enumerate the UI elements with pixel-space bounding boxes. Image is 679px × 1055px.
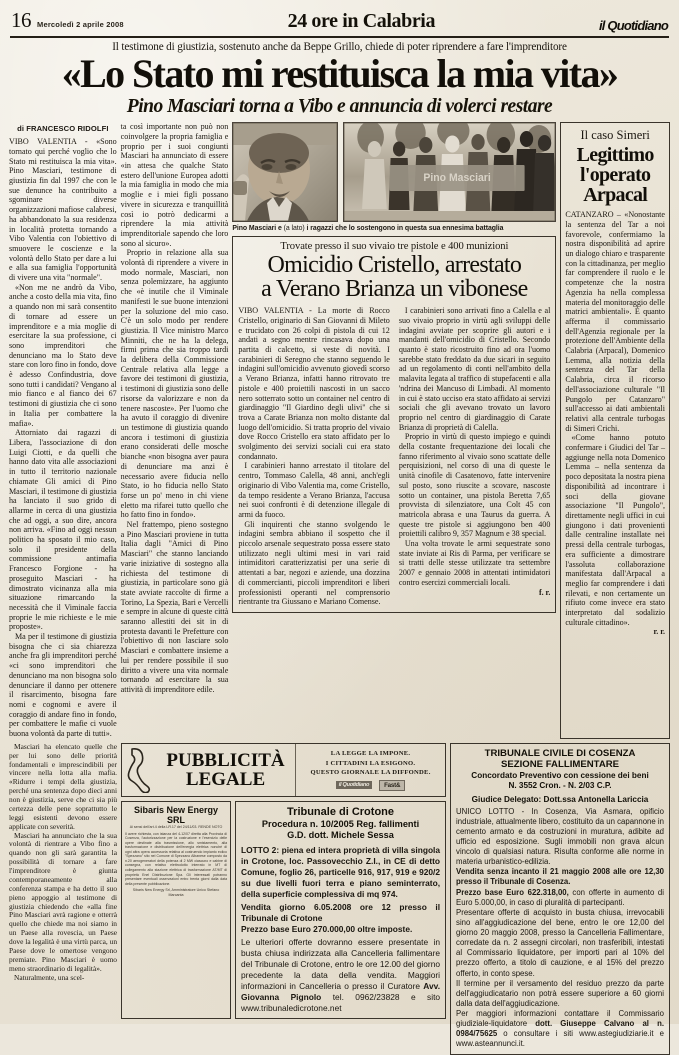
masthead-date: Mercoledì 2 aprile 2008 bbox=[37, 20, 124, 29]
paragraph: Proprio in virtù di questo impiego e quindi della costante frequentazione dei locali che fanno riferimento al vivaio sono scattate delle perquisizioni, nel corso di una di queste le unità cinofile di Casatenovo, fatte intervenire sul posto, sono riuscite a scovare, nascoste sotto un container, una pistola Beretta 7,65 provvista di silenziatore, una Colt 45 con matricola abrasa e una Taurus da guerra. A queste tre pistole si aggiungono ben 400 proiettili calibro 9, 357 Magnum e 38 special. bbox=[398, 432, 551, 539]
crotone-offer-terms bbox=[241, 937, 440, 1013]
lead-column-2 bbox=[121, 122, 229, 739]
masthead-rule bbox=[10, 36, 669, 38]
lead-col3-text bbox=[121, 122, 229, 694]
crotone-curator: Avv. Giovanna Pignolo bbox=[241, 980, 441, 1002]
center-column bbox=[232, 122, 556, 739]
article2-body bbox=[238, 306, 550, 607]
cosenza-contact-pre: Per maggiori informazioni contattare il Commissario giudiziale-liquidatore bbox=[456, 1009, 664, 1029]
bottom-ads-row bbox=[9, 743, 670, 1055]
cosenza-court-line3: Concordato Preventivo con cessione dei beni bbox=[471, 770, 649, 780]
portrait-illustration bbox=[233, 123, 337, 221]
slogan-line3: QUESTO GIORNALE LA DIFFONDE. bbox=[310, 769, 431, 777]
pubblicita-legale-title bbox=[156, 744, 295, 796]
cosenza-sale-date: Vendita senza incanto il 21 maggio 2008 alle ore 12,30 presso il Tribunale di Cosenza. bbox=[456, 867, 664, 887]
paragraph: VIBO VALENTIA - La morte di Rocco Cristello, originario di San Giovanni di Mileto e trucidato con 26 colpi di pistola di cui 12 andati a segno mentre rincasava dopo una partita di calcetto, si veste di novità. I carabinieri di Seregno che stanno seguendo le indagini sull'omicidio avvenuto giovedì scorso a Verano Brianza, infatti hanno ritrovato tre pistole e 400 proiettili nascosti in un sacco nero sotterrato sotto un container nel centro di giardinaggio "Il Giardino degli ulivi" che si trova a Carate Brianza non molto distante dal luogo dell'omicidio. Si tratta proprio del vivaio dove Rocco Cristello era stato affidato per lo svolgimento dei servizi sociali cui era stato condannato. bbox=[238, 306, 390, 461]
caption-part-1: Pino Masciari e bbox=[232, 225, 282, 233]
sibaris-title: Sibaris New Energy SRL bbox=[133, 804, 219, 825]
paragraph: Ma per il testimone di giustizia bisogna che ci sia chiarezza anche fra gli imprenditori perché «ci sono imprenditori che denunciano ma non bisogna solo denunciare il danno per ottenere il risarcimento, bisogna fare nomi e cognomi e avere il coraggio di andare fino in fondo, per combattere le mafie ci vuole buona volontà da parte di tutti». bbox=[9, 632, 117, 739]
banner-title-line1: PUBBLICITÀ bbox=[166, 749, 285, 771]
newspaper-logo: il Quotidiano bbox=[598, 18, 668, 33]
cosenza-court-line4: N. 3552 Cron. - N. 2/03 C.P. bbox=[508, 781, 612, 791]
quotidiano-mini-logo: il Quotidiano bbox=[336, 781, 372, 789]
caption-part-2: (a lato) bbox=[281, 225, 307, 233]
banner-text: Pino Masciari bbox=[423, 171, 492, 185]
lead-col1-text bbox=[9, 137, 117, 739]
banner-logos bbox=[336, 780, 405, 791]
sibaris-body: Il avere richiesta, con istanza del 4-12/07 diretta alla Provincia di Cosenza, l'autorizzazione per la costruzione e l'esercizio delle opere destinate alla trasmissione, allo smistamento, alla trasformazione e distribuzione dell'energia elettrica nonché di ogni altra opera accessoria relativa al costruendo impianto eolico "Spezzano" sito nel Comune di Spezzano Albanese composto da n.20 aerogeneratori della potenza di 2 MW ciascuno e cabine di consegna, con relativo elettrodotto interrato in MT di collegamento alla stazione elettrica di trasformazione AT/MT di proprietà Enel Distribuzione Spa. Gli interessati potranno presentare eventuali osservazioni entro trenta giorni dalla data della presente pubblicazione. bbox=[125, 831, 228, 886]
crotone-gd: G.D. dott. Michele Sessa bbox=[287, 829, 394, 840]
sidebar-kicker: Il caso Simeri bbox=[580, 128, 650, 143]
sidebar-column bbox=[560, 122, 670, 739]
paragraph: I carabinieri hanno arrestato il titolare del centro, Tommaso Calella, 48 anni, anch'egli originario di Vibo Valentia ma, come Cristello, da tempo residente a Verano Brianza, l'accusa nei suoi confronti è di detenzione illegale di armi da fuoco. bbox=[238, 461, 390, 519]
article2-box bbox=[232, 236, 556, 613]
crotone-terms-text: Le ulteriori offerte dovranno essere presentate in busta chiusa indirizzata alla Cancelleria fallimentare del Tribunale di Crotone, entro le ore 12.00 del giorno precedente la data della vendita. Maggiori informazioni in Cancelleria o presso il Curatore bbox=[241, 937, 441, 991]
paragraph: «Come hanno potuto confermare i Giudici del Tar – aggiunge nella nota Domenico Lemma – nella sentenza da poco depositata la nostra piena disponibilità ad incontrare i soci della giovane associazione "Il Pungolo", direttamente negli uffici in cui giungono i dati provenienti dalle centraline installate nei pressi della centrale turbogas, era sufficiente a dimostrare l'assoluta collaborazione manifestata dall'Arpacal a meglio far comprendere i dati rilevati, e non certamente un rifiuto come invece era stato interpretato dal sodalizio culturale cittadino». bbox=[565, 433, 665, 627]
sibaris-subtitle: Ai sensi dell'art.4 della LR.17 del 24/11/03. RENDE NOTO bbox=[129, 824, 223, 829]
slogan-line1: LA LEGGE LA IMPONE. bbox=[330, 749, 411, 757]
crotone-base-price: Prezzo base Euro 270.000,00 oltre imposte. bbox=[241, 924, 413, 935]
crotone-sale-date: Vendita giorno 6.05.2008 ore 12 presso il Tribunale di Crotone bbox=[241, 902, 441, 924]
page-folio-number: 16 bbox=[11, 8, 31, 32]
paragraph: Attorniato dai ragazzi di Libera, l'associazione di don Luigi Ciotti, e da quelli che hanno dato vita alle associazioni in tutto il territorio nazionale chiamate Gli amici di Pino Masciari, il testimone di giustizia ha lanciato il suo grido di allarme in cerca di una giustizia che ad oggi, a suo dire, ancora non arriva. «Fino ad oggi nessun politico ha sposato il mio caso, solo il presidente della commissione antimafia Francesco Forgione - ha proseguito Masciari - ha dimostrato vicinanza alla mia situazione rimarcando la necessità che il Viminale faccia proprie le mie richieste e le mie proposte». bbox=[9, 428, 117, 632]
paragraph: VIBO VALENTIA - «Sono tornato qui perché voglio che lo Stato mi restituisca la mia vita». Pino Masciari, testimone di giustizia fin dal 1997 che con le sue denunce ha contribuito a sgominare diverse organizzazioni mafiose calabresi, ha abbandonato la sua residenza in località protetta tornando a Vibo Valentia con l'obiettivo di smuovere le coscienze e la volontà dello Stato per dare a lui e alla sua famiglia l'opportunità di vivere una vita "normale". bbox=[9, 137, 117, 283]
ad-tribunale-crotone bbox=[235, 801, 446, 1019]
pubblicita-legale-banner bbox=[121, 743, 446, 797]
paragraph: Masciari ha elencato quelle che per lui sono delle priorità fondamentali e imprescindibili per vincere nella lotta alla mafia. «Ridurre i tempi della giustizia, perché una sentenza dopo dieci anni non è giustizia, serve che ci sia più certezza delle pene soprattutto le leggi esistenti devono essere applicate con severità. bbox=[9, 741, 118, 831]
crotone-lot-text: LOTTO 2: piena ed intera proprietà di villa singola in Crotone, loc. Passovecchio Z.I., in CE di detto Comune, foglio 26, particelle 916, 917, 919 e 920/2 su due livelli fuori terra e piano seminterrato, della superficie complessiva di mq 974. bbox=[241, 844, 441, 899]
legal-ads-center bbox=[121, 743, 446, 1055]
main-content-grid bbox=[9, 122, 670, 739]
photo-pino-masciari-portrait bbox=[232, 122, 338, 222]
photo-caption bbox=[232, 225, 556, 232]
lead-kicker: Il testimone di giustizia, sostenuto anche da Beppe Grillo, chiede di poter riprendere a fare l'imprenditore bbox=[112, 41, 567, 53]
lead-column-continuation bbox=[9, 743, 117, 1055]
paragraph: CATANZARO – «Nonostante la sentenza del Tar a noi favorevole, confermiamo la nostra disponibilità ad aprire un dialogo chiaro e trasparente con la cittadinanza, per meglio far comprendere il ruolo e le competenze che la nostra Agenzia ha nella complessa materia del monitoraggio delle matrici ambientali». È quanto afferma il commissario dell'Agenzia regionale per la protezione dell'Ambiente della Calabria (Arpacal), Domenico Lemma, alla notizia della sentenza del Tar della Calabria, circa il ricorso dell'associazione culturale "Il Pungolo per Catanzaro" sull'accesso ai dati ambientali relativi alla centrale turbogas di Simeri Crichi. bbox=[565, 210, 665, 433]
section-title: 24 ore in Calabria bbox=[287, 10, 436, 32]
ad-sibaris bbox=[121, 801, 231, 1019]
calabria-map-icon bbox=[122, 744, 156, 796]
sidebar-headline-line3: Arpacal bbox=[583, 184, 648, 207]
ad-tribunale-cosenza bbox=[450, 743, 670, 1055]
paragraph: I carabinieri sono arrivati fino a Calella e al suo vivaio proprio in virtù agli sviluppi delle indagini avviate per scoprire gli autori e i mandanti dell'omicidio di Cristello. Secondo quanto è stato ricostruito fino ad ora l'uomo sarebbe stato freddato da due sicari in seguito ad un regolamento di conti nell'ambito della malavita legata al traffico di stupefacenti e alla 'ndrina dei Mancuso di Limbadi. Al momento in cui è stato ucciso era stato affidato ai servizi sociali che gli avevano trovato un lavoro proprio nel centro di giardinaggio di Carate Brianza di proprietà di Calella. bbox=[398, 306, 551, 432]
sibaris-sign: Sibaris New Energy Srl, Amministratore Unico Stefano Marcanta bbox=[132, 888, 220, 898]
cosenza-court-line1: TRIBUNALE CIVILE DI COSENZA bbox=[484, 747, 636, 759]
sidebar-body bbox=[565, 210, 665, 637]
cosenza-judge: Giudice Delegato: Dott.ssa Antonella Lariccia bbox=[471, 795, 649, 805]
lead-subhead: Pino Masciari torna a Vibo e annuncia di volerci restare bbox=[126, 96, 553, 118]
cosenza-price-line bbox=[456, 888, 664, 908]
crotone-procedure: Procedura n. 10/2005 Reg. fallimenti bbox=[261, 818, 420, 829]
slogan-line2: I CITTADINI LA ESIGONO. bbox=[325, 759, 416, 767]
cosenza-box bbox=[450, 743, 670, 1055]
fast-mini-logo: Fast& bbox=[379, 780, 405, 791]
cosenza-base-price: Prezzo base Euro 622.318,00, bbox=[456, 887, 569, 897]
article2-headline-line1: Omicidio Cristello, arrestato bbox=[267, 252, 522, 279]
group-photo-illustration bbox=[344, 123, 555, 221]
cosenza-payment-terms: Il termine per il versamento del residuo prezzo da parte dell'aggiudicatario non potrà essere superiore a 60 giorni dalla data dell'aggiudicazione. bbox=[456, 978, 664, 1008]
paragraph: Gli inquirenti che stanno svolgendo le indagini sembra abbiano il sospetto che il piccolo arsenale sequestrato possa essere stato utilizzato negli ultimi mesi in vari raid intimiditori caratterizzatisi per una serie di attentati a bar, negozi e aziende, una dozzina di commercianti, piccoli imprenditori e liberi professionisti operanti nel comprensorio rientrante tra Giussano e Mariano Comense. bbox=[238, 519, 390, 607]
calabria-outline-icon bbox=[126, 747, 152, 793]
caption-part-3: i ragazzi che lo sostengono in questa sua ennesima battaglia bbox=[306, 225, 504, 233]
lead-column-1 bbox=[9, 122, 117, 739]
legal-ads-subrow bbox=[121, 801, 446, 1019]
paragraph: Una volta trovate le armi sequestrate sono state inviate ai Ris di Parma, per verificare se si tratti delle stesse utilizzate tra settembre 2007 e gennaio 2008 in attentati intimidatori contro esercizi commerciali locali. bbox=[398, 539, 551, 587]
sidebar-headline-line2: l'operato bbox=[580, 164, 651, 187]
photo-supporters-group bbox=[343, 122, 556, 222]
lead-byline: di FRANCESCO RIDOLFI bbox=[17, 124, 109, 134]
sidebar-box-simeri bbox=[560, 122, 670, 739]
crotone-court-name: Tribunale di Crotone bbox=[287, 805, 394, 818]
sidebar-signature: r. r. bbox=[653, 627, 665, 637]
lead-headline: «Lo Stato mi restituisca la mia vita» bbox=[61, 51, 618, 96]
crotone-contact: tel. 0962/23828 e sito www.tribunaledicrotone.net bbox=[241, 991, 441, 1013]
article2-signature: f. r. bbox=[538, 587, 551, 597]
paragraph: Proprio in relazione alla sua volontà di riprendere a vivere in modo normale, Masciari, non senza polemizzare, ha aggiunto che «è inutile che il Viminale manifesti le sue buone intenzioni per la soluzione del mio caso. C'è un solo modo per rendere giustizia. Il Vice ministro Marco Minniti, che ne ha la delega, firmi prima che sia troppo tardi la delibera della Commissione Centrale relativa alla legge a favore dei testimoni di giustizia, i testimoni di giustizia sono delle risorse da valorizzare e non da tenere nascoste». Per l'uomo che ha avuto il coraggio di divenire un testimone di giustizia quando ancora i testimoni di giustizia erano considerati delle mosche bianche «non bisogna aver paura di denunciare ma anzi è necessario avere fiducia nello Stato, io ho fiducia nello Stato forse un po' meno in chi viene eletto ma rifarei tutto quello che ho fatto fino in fondo». bbox=[120, 248, 229, 520]
paragraph: Naturalmente, una scel- bbox=[14, 972, 85, 982]
masthead bbox=[9, 6, 670, 34]
paragraph: Masciari ha annunciato che la sua volontà di rientrare a Vibo fino a quando non gli sarà garantita la possibilità di tornare a fare l'imprenditore è giunta contemporaneamente alla conferenza stampa e ha detto il suo pieno appoggio al testimone di giustizia chiedendo che «alla fine Pino Masciari avrà ragione e otterrà quello che chiede ma noi siamo in un Paese alla rovescia, un Paese dove la legalità è una virtù parca, un Paese dove le omertose vengono premiate. Pino Masciari è uomo meno straordinario di legalità». bbox=[9, 830, 118, 973]
paragraph: «Non me ne andrò da Vibo, anche a costo della mia vita, fino a quando non mi sarà consentito di tornare ad essere un imprenditore e a mia moglie di esercitare la sua professione, ci sono imprenditori che denunciano ma lo Stato deve stare con loro fino in fondo, dove è adesso Confindustria, dove sono tutti i candidati? Vengano al mio fianco e al fianco dei 67 testimoni di giustizia che ci sono in Italia per combattere la mafia». bbox=[9, 282, 117, 428]
masthead-left bbox=[11, 8, 124, 33]
article2-headline bbox=[238, 253, 550, 301]
crotone-lot-description bbox=[241, 845, 440, 900]
sidebar-headline bbox=[565, 145, 665, 205]
cosenza-commissioner: dott. Giuseppe Calvano al n. 0984/75625 bbox=[456, 1019, 665, 1039]
cosenza-contact-info bbox=[456, 1009, 664, 1050]
cosenza-price-rest: con offerte in aumento di Euro 5.000,00, in caso di pluralità di partecipanti. bbox=[456, 887, 664, 907]
banner-slogan bbox=[311, 749, 431, 778]
banner-title-line2: LEGALE bbox=[185, 768, 266, 790]
cosenza-contact-post: o consultare i siti www.astegiudiziarie.it e www.asteannunci.it. bbox=[456, 1029, 664, 1049]
cosenza-court-line2: SEZIONE FALLIMENTARE bbox=[500, 759, 620, 771]
banner-slogan-block bbox=[295, 744, 445, 796]
cosenza-lot-description: UNICO LOTTO - In Cosenza, Via Asmara, opificio industriale, attualmente libero, costituito da un capannone in cemento armato e da costruzioni in muratura, adibite ad ufficio ed esposizione. Sugli immobili non grava alcun vincolo di qualsiasi natura. Risulta conforme alle norme in materia urbanistico-edilizia. bbox=[456, 806, 664, 867]
paragraph: ta così importante non può non coinvolgere la propria famiglia e proprio per i suoi congiunti Masciari ha annunciato di essere «in attesa che qualche Stato estero dell'unione Europea adotti la mia famiglia in modo che mia moglie e i miei figli possano vivere in sicurezza e tranquillità così io potrò dedicarmi a riprendere la mia attività imprenditoriale sapendo che loro sono al sicuro». bbox=[120, 122, 229, 248]
article2-kicker: Trovate presso il suo vivaio tre pistole e 400 munizioni bbox=[280, 241, 509, 253]
cosenza-offer-terms: Presentare offerte di acquisto in busta chiusa, irrevocabili sino all'aggiudicazione del bene, entro le ore 12,00 del giorno 20 maggio 2008, presso la Cancelleria Fallimentare, corredate da n. 2 assegni circolari, non trasferibili, intestati al Commissario liquidatore, per importi pari al 10% del prezzo offerto, a titolo di cauzione, e al 15% del prezzo offerto, in conto spese. bbox=[456, 907, 664, 978]
paragraph: Nel frattempo, pieno sostegno a Pino Masciari proviene in tutta Italia dagli "Amici di Pino Masciari" che stanno lanciando varie iniziative di sostegno alla richiesta del testimone di giustizia, in particolare sono già state avviate raccolte di firme a Torino, La Spezia, Bari e Vercelli e sempre in alcune di queste città saranno allestiti dei sit in di protesta davanti le Prefetture con l'obiettivo di non lasciare solo Masciari e combattere insieme a lui per rendere possibile il suo diritto a vivere una vita normale tornando ad esercitare la sua attività di imprenditore edile. bbox=[120, 520, 229, 694]
article2-headline-line2: a Verano Brianza un vibonese bbox=[261, 276, 528, 303]
lead-col2-text bbox=[9, 743, 117, 983]
sidebar-headline-line1: Legittimo bbox=[576, 144, 654, 167]
photo-row bbox=[232, 122, 556, 222]
